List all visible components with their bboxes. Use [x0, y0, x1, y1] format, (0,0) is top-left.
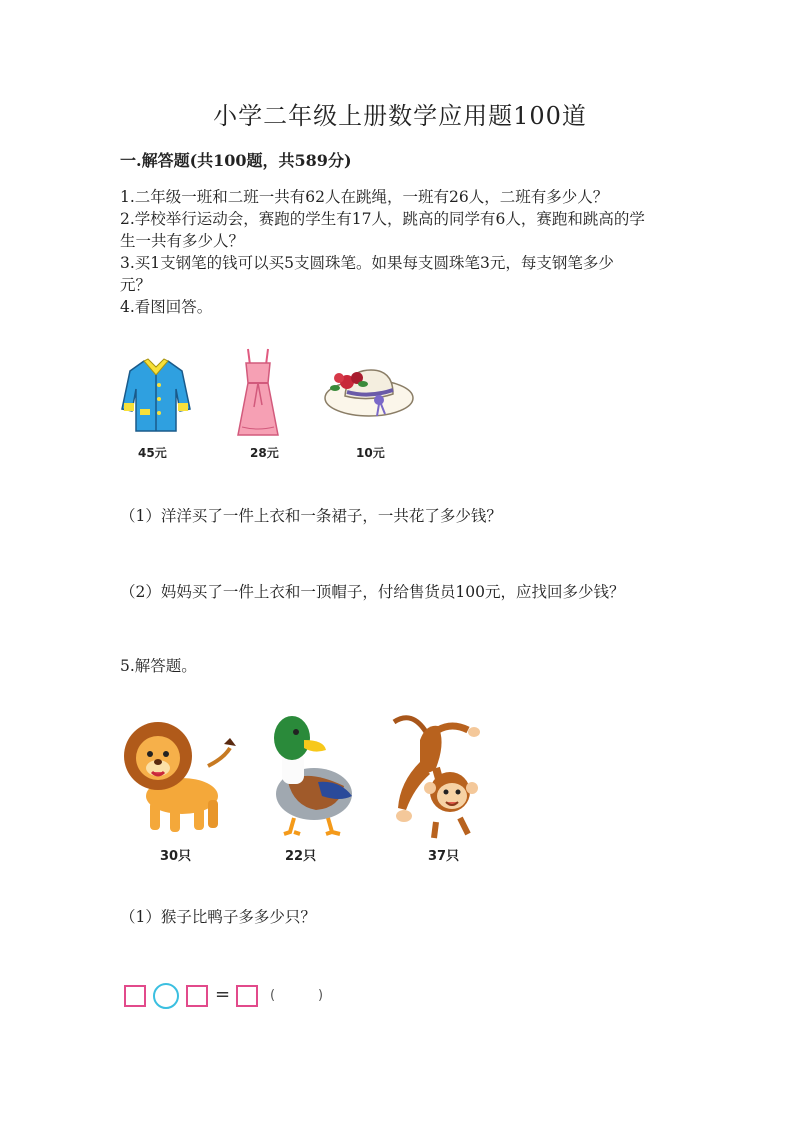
answer-box[interactable]	[186, 985, 208, 1007]
page-title: 小学二年级上册数学应用题100道	[213, 102, 587, 130]
dress-icon	[232, 347, 284, 439]
question-4	[120, 296, 680, 318]
duck-icon	[266, 712, 360, 838]
count-label: 22只	[285, 849, 317, 864]
question-4-sub-2: （2）妈妈买了一件上衣和一顶帽子，付给售货员100元，应找回多少钱？	[120, 583, 625, 601]
price-label: 28元	[250, 446, 279, 460]
question-number: 5.	[120, 657, 135, 675]
paren-open: (	[270, 988, 276, 1003]
question-number: 3.	[120, 254, 135, 272]
question-3	[120, 252, 680, 296]
lion-icon	[120, 718, 236, 838]
jacket-icon	[120, 355, 192, 435]
paren-close: )	[318, 988, 324, 1003]
hat-icon	[323, 364, 415, 420]
question-number: 4.	[120, 298, 135, 316]
monkey-icon	[390, 712, 490, 842]
question-5	[120, 655, 680, 677]
question-5-sub-1: （1）猴子比鸭子多多少只？	[120, 908, 316, 926]
operator-circle[interactable]	[153, 983, 179, 1009]
question-text: 解答题。	[134, 657, 197, 675]
question-text: 买1支钢笔的钱可以买5支圆珠笔。如果每支圆珠笔3元，每支钢笔多少	[134, 254, 614, 272]
question-text: 二年级一班和二班一共有62人在跳绳，一班有26人，二班有多少人？	[134, 188, 609, 206]
question-1	[120, 186, 680, 208]
price-label: 45元	[138, 446, 167, 460]
answer-box[interactable]	[236, 985, 258, 1007]
question-text: 看图回答。	[134, 298, 213, 316]
question-number: 1.	[120, 188, 135, 206]
answer-box[interactable]	[124, 985, 146, 1007]
price-label: 10元	[356, 446, 385, 460]
section-heading: 一.解答题(共100题，共589分)	[120, 151, 352, 170]
question-text: 学校举行运动会，赛跑的学生有17人，跳高的同学有6人，赛跑和跳高的学	[134, 210, 645, 228]
question-text-cont: 生一共有多少人？	[120, 232, 245, 250]
question-text-cont: 元？	[120, 276, 152, 294]
question-4-sub-1: （1）洋洋买了一件上衣和一条裙子，一共花了多少钱？	[120, 507, 502, 525]
question-2	[120, 208, 680, 252]
question-number: 2.	[120, 210, 135, 228]
equals-sign: =	[215, 984, 231, 1005]
count-label: 37只	[428, 849, 460, 864]
count-label: 30只	[160, 849, 192, 864]
